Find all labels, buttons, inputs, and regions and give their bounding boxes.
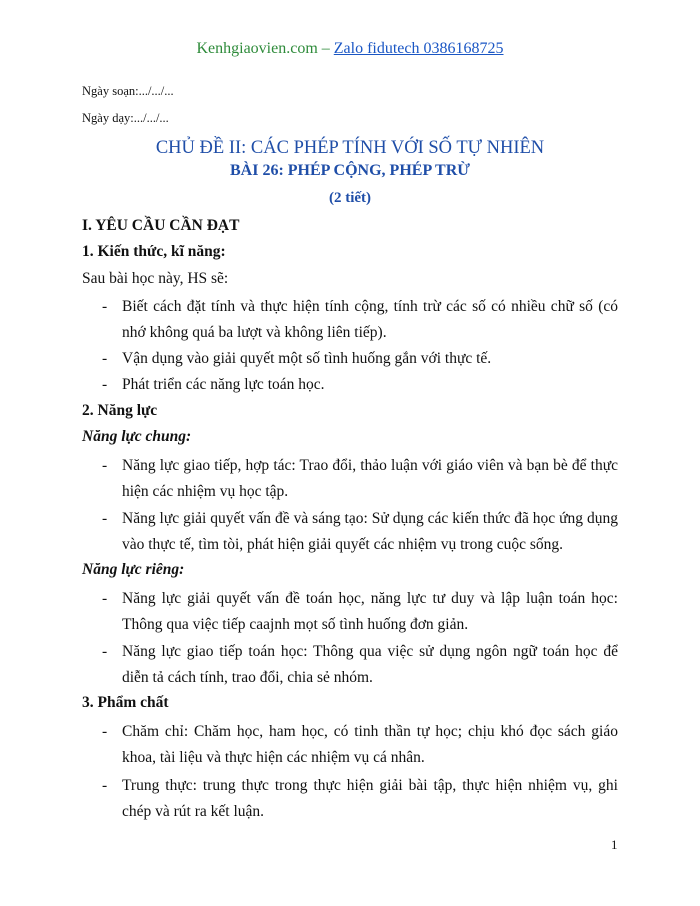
subsection-heading: 3. Phẩm chất xyxy=(82,694,169,711)
subheading-italic: Năng lực riêng: xyxy=(82,561,185,578)
page-number: 1 xyxy=(611,837,618,852)
lesson-periods: (2 tiết) xyxy=(328,190,372,206)
bullet-dash: - xyxy=(102,298,108,315)
list-item-text: Phát triển các năng lực toán học. xyxy=(122,376,325,393)
site-link[interactable]: Kenhgiaovien.com xyxy=(196,40,318,57)
header-separator: – xyxy=(317,40,334,57)
bullet-dash: - xyxy=(102,590,108,607)
subheading-italic: Năng lực chung: xyxy=(82,428,192,445)
bullet-dash: - xyxy=(102,457,108,474)
list-item xyxy=(82,294,618,346)
list-item xyxy=(82,346,618,372)
list-item xyxy=(82,506,618,558)
list-item-text: Trung thực: trung thực trong thực hiện giải bài tập, thực hiện nhiệm vụ, ghi chép và rút ra kết luận. xyxy=(122,777,618,820)
bullet-dash: - xyxy=(102,510,108,527)
lesson-title: BÀI 26: PHÉP CỘNG, PHÉP TRỪ xyxy=(229,162,470,179)
list-item xyxy=(82,719,618,771)
bullet-dash: - xyxy=(102,777,108,794)
ngay-day: Ngày dạy:.../.../... xyxy=(82,111,169,125)
list-item xyxy=(82,773,618,825)
list-item-text: Năng lực giải quyết vấn đề và sáng tạo: Sử dụng các kiến thức đã học ứng dụng vào thực tế, tìm tòi, phát hiện giải quyết các nhiệm vụ trong cuộc sống. xyxy=(122,510,618,553)
list-item xyxy=(82,639,618,691)
contact-link[interactable]: Zalo fidutech 0386168725 xyxy=(333,40,504,57)
topic-title: CHỦ ĐỀ II: CÁC PHÉP TÍNH VỚI SỐ TỰ NHIÊN xyxy=(155,138,545,158)
subsection-heading: 2. Năng lực xyxy=(82,402,158,419)
bullet-dash: - xyxy=(102,350,108,367)
bullet-dash: - xyxy=(102,376,108,393)
list-item xyxy=(82,586,618,638)
ngay-soan: Ngày soạn:.../.../... xyxy=(82,84,174,98)
intro-text: Sau bài học này, HS sẽ: xyxy=(82,270,229,287)
section-heading: I. YÊU CẦU CẦN ĐẠT xyxy=(82,217,240,234)
subsection-heading: 1. Kiến thức, kĩ năng: xyxy=(82,243,226,260)
list-item-text: Vận dụng vào giải quyết một số tình huống gắn với thực tế. xyxy=(122,350,492,367)
list-item-text: Biết cách đặt tính và thực hiện tính cộng, tính trừ các số có nhiều chữ số (có nhớ không quá ba lượt và không liên tiếp). xyxy=(122,298,618,341)
page-header xyxy=(0,40,700,58)
list-item-text: Chăm chỉ: Chăm học, ham học, có tinh thần tự học; chịu khó đọc sách giáo khoa, tài liệu và thực hiện các nhiệm vụ cá nhân. xyxy=(122,723,618,766)
list-item-text: Năng lực giao tiếp, hợp tác: Trao đổi, thảo luận với giáo viên và bạn bè để thực hiện các nhiệm vụ học tập. xyxy=(122,457,618,500)
bullet-dash: - xyxy=(102,723,108,740)
list-item-text: Năng lực giao tiếp toán học: Thông qua việc sử dụng ngôn ngữ toán học để diễn tả cách tính, trao đổi, chia sẻ nhóm. xyxy=(122,643,618,686)
bullet-dash: - xyxy=(102,643,108,660)
list-item xyxy=(82,453,618,505)
list-item xyxy=(82,372,618,398)
list-item-text: Năng lực giải quyết vấn đề toán học, năng lực tư duy và lập luận toán học: Thông qua việc tiếp caajnh mọt số tình huống đơn giản. xyxy=(122,590,618,633)
